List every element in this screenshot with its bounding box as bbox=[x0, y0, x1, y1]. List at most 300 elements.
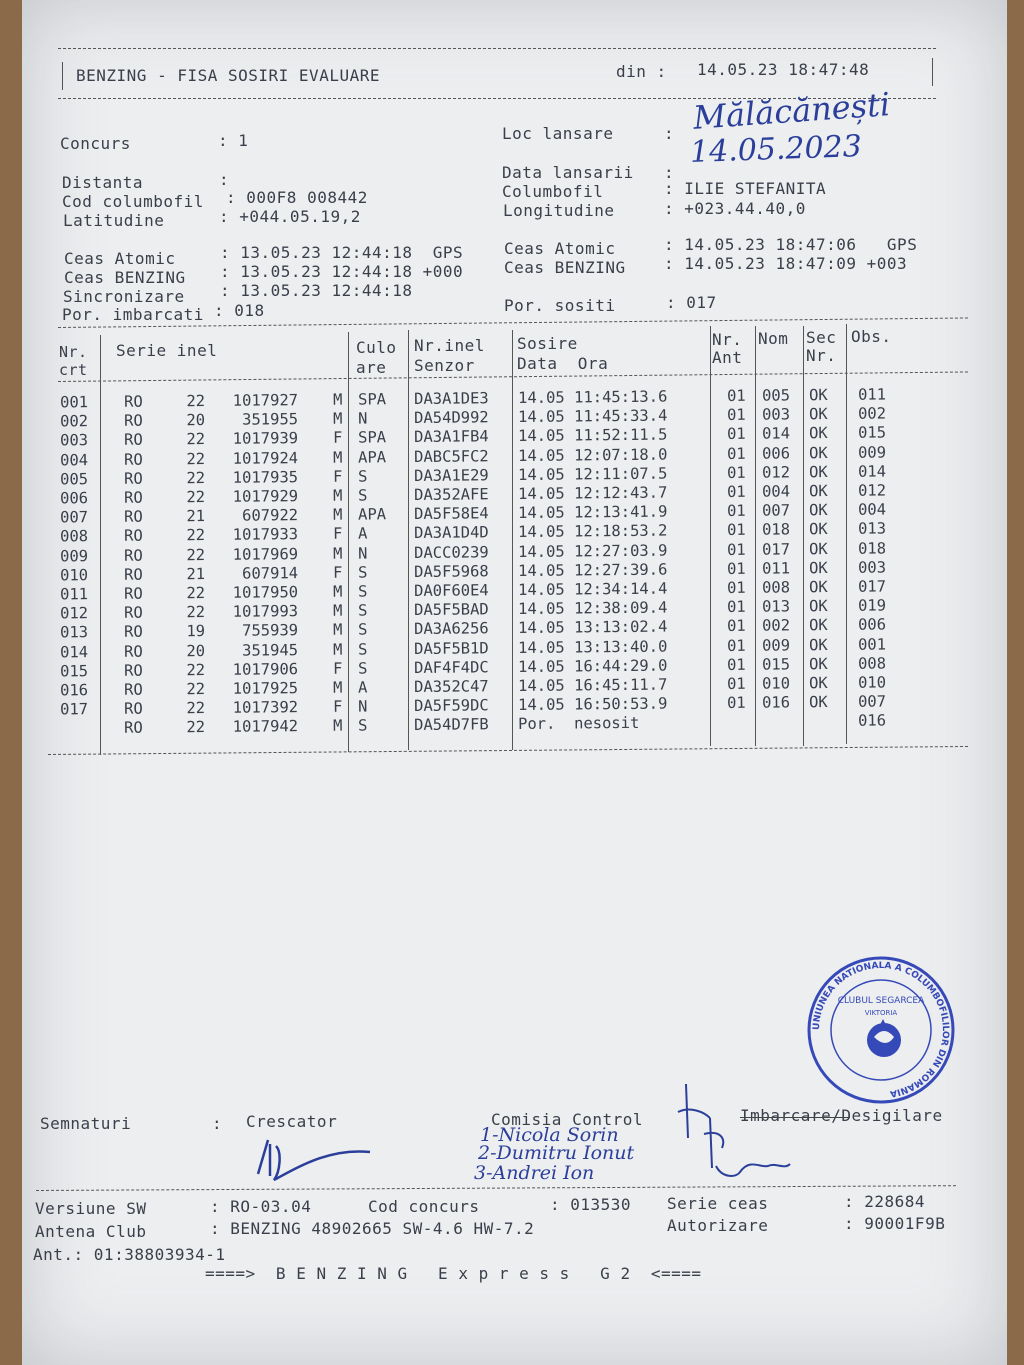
row-year: 22 bbox=[186, 430, 206, 449]
row-time: 12:34:14.4 bbox=[573, 579, 668, 599]
row-year: 21 bbox=[186, 564, 206, 584]
row-ring: 351945 bbox=[241, 640, 299, 660]
row-color: S bbox=[357, 582, 368, 601]
row-obs: 019 bbox=[857, 596, 887, 615]
row-antenna: 01 bbox=[726, 617, 746, 636]
row-sex: M bbox=[332, 544, 343, 563]
row-sensor: DA3A1DE3 bbox=[413, 389, 489, 409]
ant-id: Ant.: 01:38803934-1 bbox=[33, 1245, 226, 1264]
row-time: 16:50:53.9 bbox=[573, 694, 668, 714]
ceas-benzing-left-value: : 13.05.23 12:44:18 +000 bbox=[220, 262, 464, 281]
row-sensor: DA54D992 bbox=[413, 408, 489, 428]
row-date: 14.05 bbox=[517, 503, 565, 523]
stamp-club-text: CLUBUL SEGARCEA bbox=[837, 996, 925, 1006]
row-ring: 607914 bbox=[241, 563, 299, 583]
row-color: S bbox=[357, 486, 368, 505]
row-sensor: DA352C47 bbox=[413, 677, 489, 697]
row-year: 20 bbox=[186, 641, 206, 660]
versiune-label: Versiune SW bbox=[35, 1199, 147, 1218]
row-obs: 017 bbox=[857, 577, 887, 596]
row-color: S bbox=[357, 640, 368, 659]
commission-member-1: 1-Nicola Sorin bbox=[480, 1124, 619, 1146]
row-country: RO bbox=[123, 392, 143, 411]
row-sec: OK bbox=[808, 635, 828, 654]
data-lansarii-label: Data lansarii bbox=[502, 163, 634, 182]
handwritten-location: Mălăcănești bbox=[691, 85, 892, 137]
row-time: 16:44:29.0 bbox=[573, 656, 668, 676]
cod-columbofil-value: : 000F8 008442 bbox=[226, 188, 368, 207]
crescator-label: Crescator bbox=[246, 1112, 338, 1131]
cod-concurs-value: : 013530 bbox=[550, 1195, 632, 1214]
row-sec: OK bbox=[808, 558, 828, 578]
row-date: 14.05 bbox=[517, 542, 565, 561]
longitudine-label: Longitudine bbox=[503, 201, 615, 220]
row-antenna: 01 bbox=[726, 406, 746, 425]
row-time: 12:11:07.5 bbox=[573, 464, 668, 484]
row-ring: 755939 bbox=[241, 621, 299, 641]
row-obs: 016 bbox=[857, 711, 887, 731]
header-top-rule bbox=[58, 48, 936, 49]
th-nr-inel-senzor: Nr.inel Senzor bbox=[414, 336, 485, 375]
row-crt: 015 bbox=[59, 661, 89, 681]
th-sosire: Sosire Data Ora bbox=[517, 334, 609, 373]
row-sex: M bbox=[332, 621, 343, 640]
row-ring: 1017993 bbox=[232, 602, 299, 621]
row-crt: 005 bbox=[59, 469, 89, 489]
row-antenna: 01 bbox=[726, 540, 746, 559]
antena-label: Antena Club bbox=[35, 1222, 147, 1241]
row-country: RO bbox=[123, 546, 143, 565]
row-sec: OK bbox=[808, 654, 828, 674]
th-sec-nr: Sec Nr. bbox=[806, 328, 837, 365]
row-sex: M bbox=[332, 678, 343, 697]
row-time: 13:13:40.0 bbox=[573, 637, 668, 657]
row-date: 14.05 bbox=[517, 484, 565, 504]
th-obs: Obs. bbox=[851, 327, 892, 346]
row-date: 14.05 bbox=[517, 676, 565, 696]
row-color: N bbox=[357, 697, 368, 716]
row-sex: F bbox=[332, 525, 343, 544]
row-crt: 008 bbox=[59, 527, 89, 546]
row-time: 12:12:43.7 bbox=[573, 483, 668, 503]
row-time: 11:52:11.5 bbox=[573, 425, 668, 445]
row-year: 22 bbox=[186, 699, 206, 718]
row-sec: OK bbox=[808, 520, 828, 539]
row-color: S bbox=[357, 716, 368, 735]
row-sec: OK bbox=[808, 482, 828, 501]
concurs-value: : 1 bbox=[218, 131, 249, 150]
row-crt: 009 bbox=[59, 546, 89, 566]
row-country: RO bbox=[123, 411, 143, 430]
row-year: 19 bbox=[186, 622, 206, 641]
columbofil-label: Columbofil bbox=[502, 182, 604, 201]
row-time: 12:27:03.9 bbox=[573, 541, 668, 561]
commission-signatures bbox=[660, 1078, 800, 1188]
row-ring: 1017392 bbox=[232, 698, 299, 717]
imbarcati-value: : 018 bbox=[214, 301, 265, 320]
row-date: 14.05 bbox=[517, 446, 565, 465]
row-sensor: DA3A1E29 bbox=[413, 466, 489, 485]
row-ring: 1017933 bbox=[232, 525, 299, 545]
row-antenna: 01 bbox=[726, 674, 746, 694]
row-date: 14.05 bbox=[517, 465, 565, 484]
row-crt: 002 bbox=[59, 412, 89, 431]
row-obs: 007 bbox=[857, 692, 887, 711]
row-sex: M bbox=[332, 717, 343, 736]
row-antenna: 01 bbox=[726, 386, 746, 406]
ceas-benzing-right-label: Ceas BENZING bbox=[504, 258, 626, 277]
row-obs: 012 bbox=[857, 481, 887, 500]
row-date: 14.05 bbox=[517, 561, 565, 580]
row-antenna: 01 bbox=[726, 598, 746, 617]
row-nom: 017 bbox=[761, 540, 791, 559]
row-sensor: DA3A1FB4 bbox=[413, 427, 489, 447]
row-time: 13:13:02.4 bbox=[573, 617, 668, 637]
row-sensor: DA54D7FB bbox=[413, 715, 489, 735]
serie-ceas-label: Serie ceas bbox=[667, 1194, 769, 1213]
semnaturi-colon: : bbox=[212, 1114, 223, 1133]
commission-member-3: 3-Andrei Ion bbox=[474, 1162, 595, 1184]
cod-concurs-label: Cod concurs bbox=[368, 1197, 480, 1216]
row-sensor: DA5F5BAD bbox=[413, 600, 489, 620]
row-sec: OK bbox=[808, 386, 828, 405]
antena-value: : BENZING 48902665 SW-4.6 HW-7.2 bbox=[210, 1219, 535, 1238]
row-year: 20 bbox=[186, 411, 206, 430]
row-date: Por. bbox=[517, 715, 556, 734]
ceas-atomic-right-label: Ceas Atomic bbox=[504, 239, 616, 258]
row-ring: 1017950 bbox=[232, 583, 299, 602]
row-ring: 1017969 bbox=[232, 544, 299, 564]
autorizare-label: Autorizare bbox=[667, 1216, 769, 1235]
row-date: 14.05 bbox=[517, 426, 565, 446]
row-sensor: DA3A1D4D bbox=[413, 523, 489, 543]
th-nr-crt: Nr. crt bbox=[59, 343, 88, 379]
row-crt: 014 bbox=[59, 642, 89, 662]
row-color: APA bbox=[357, 505, 387, 524]
row-country: RO bbox=[123, 680, 143, 699]
semnaturi-label: Semnaturi bbox=[40, 1114, 132, 1133]
row-antenna: 01 bbox=[726, 482, 746, 502]
crescator-signature bbox=[240, 1126, 390, 1186]
row-year: 22 bbox=[186, 392, 206, 411]
por-sositi-value: : 017 bbox=[666, 293, 717, 312]
din-value: 14.05.23 18:47:48 bbox=[697, 60, 870, 79]
row-sex: F bbox=[332, 563, 343, 582]
row-color: N bbox=[357, 409, 368, 428]
distanta-value: : bbox=[219, 170, 230, 189]
row-antenna: 01 bbox=[726, 578, 746, 598]
row-country: RO bbox=[123, 507, 143, 526]
row-ring: 1017942 bbox=[232, 717, 299, 737]
row-antenna: 01 bbox=[726, 463, 746, 482]
row-sensor: DABC5FC2 bbox=[413, 446, 489, 466]
imbarcare-label: Imbarcare/Desigilare bbox=[740, 1106, 943, 1125]
versiune-value: : RO-03.04 bbox=[210, 1197, 312, 1216]
stamp-inner-text: VIKTORIA bbox=[864, 1009, 898, 1017]
row-nom: 011 bbox=[761, 559, 791, 578]
row-sensor: DA5F5968 bbox=[413, 562, 489, 581]
row-obs: 004 bbox=[857, 500, 887, 519]
row-year: 22 bbox=[186, 488, 206, 507]
row-nom: 004 bbox=[761, 482, 791, 501]
row-crt: 010 bbox=[59, 565, 89, 585]
row-obs: 001 bbox=[857, 635, 887, 654]
row-nom: 012 bbox=[761, 463, 791, 482]
row-sensor: DA5F5B1D bbox=[413, 638, 489, 658]
row-year: 22 bbox=[186, 449, 206, 468]
row-obs: 006 bbox=[857, 615, 887, 635]
longitudine-value: : +023.44.40,0 bbox=[664, 199, 806, 218]
ceas-atomic-left-value: : 13.05.23 12:44:18 GPS bbox=[220, 243, 464, 262]
sincronizare-label: Sincronizare bbox=[63, 287, 185, 306]
row-obs: 008 bbox=[857, 654, 887, 673]
row-time: 11:45:33.4 bbox=[573, 406, 668, 426]
row-ring: 1017906 bbox=[232, 659, 299, 679]
concurs-label: Concurs bbox=[60, 134, 131, 153]
row-sex: M bbox=[332, 448, 343, 467]
row-time: 12:38:09.4 bbox=[573, 598, 668, 618]
row-color: SPA bbox=[357, 390, 387, 409]
row-sec: OK bbox=[808, 616, 828, 635]
ceas-benzing-right-value: : 14.05.23 18:47:09 +003 bbox=[664, 254, 908, 273]
row-crt: 003 bbox=[59, 431, 89, 450]
row-sex: F bbox=[332, 659, 343, 678]
row-year: 22 bbox=[186, 526, 206, 545]
row-crt: 001 bbox=[59, 393, 89, 412]
row-date: 14.05 bbox=[517, 618, 565, 638]
row-color: S bbox=[357, 620, 368, 639]
row-sex: M bbox=[332, 640, 343, 659]
row-ring: 351955 bbox=[241, 410, 299, 429]
row-time: 12:18:53.2 bbox=[573, 521, 668, 541]
row-ring: 1017925 bbox=[232, 679, 299, 698]
row-date: 14.05 bbox=[517, 657, 565, 676]
row-sec: OK bbox=[808, 693, 828, 712]
row-antenna: 01 bbox=[726, 559, 746, 578]
row-nom: 002 bbox=[761, 616, 791, 636]
row-ring: 1017924 bbox=[232, 448, 299, 468]
row-crt: 012 bbox=[59, 604, 89, 623]
row-date: 14.05 bbox=[517, 407, 565, 427]
row-antenna: 01 bbox=[726, 521, 746, 540]
row-time: 11:45:13.6 bbox=[573, 387, 668, 407]
row-year: 22 bbox=[186, 718, 206, 737]
club-stamp bbox=[806, 955, 956, 1105]
row-obs: 013 bbox=[857, 519, 887, 539]
row-antenna: 01 bbox=[726, 636, 746, 655]
columbofil-value: : ILIE STEFANITA bbox=[664, 179, 827, 198]
row-sensor: DA5F58E4 bbox=[413, 504, 489, 524]
row-ring: 1017929 bbox=[232, 487, 299, 506]
ceas-atomic-right-value: : 14.05.23 18:47:06 GPS bbox=[664, 235, 918, 254]
row-time: 12:13:41.9 bbox=[573, 502, 668, 522]
row-sec: OK bbox=[808, 501, 828, 520]
row-sec: OK bbox=[808, 674, 828, 693]
header-right-border bbox=[932, 58, 933, 86]
row-obs: 014 bbox=[857, 462, 887, 481]
row-sec: OK bbox=[808, 578, 828, 597]
row-country: RO bbox=[123, 603, 143, 622]
handwritten-date: 14.05.2023 bbox=[689, 129, 863, 170]
row-nom: 005 bbox=[761, 386, 791, 405]
row-crt: 013 bbox=[59, 623, 89, 642]
row-nom: 014 bbox=[761, 424, 791, 444]
row-crt: 016 bbox=[59, 681, 89, 700]
row-ring: 607922 bbox=[241, 506, 299, 525]
row-sensor: DA3A6256 bbox=[413, 619, 489, 639]
row-sensor: DACC0239 bbox=[413, 542, 489, 562]
th-nr-ant: Nr. Ant bbox=[712, 330, 743, 367]
row-color: S bbox=[357, 467, 368, 486]
row-date: 14.05 bbox=[517, 638, 565, 657]
row-color: A bbox=[357, 524, 368, 543]
row-time: 12:07:18.0 bbox=[573, 445, 668, 465]
row-antenna: 01 bbox=[726, 444, 746, 463]
row-nom: 008 bbox=[761, 578, 791, 597]
row-sensor: DA0F60E4 bbox=[413, 581, 489, 601]
row-time: 12:27:39.6 bbox=[573, 560, 668, 580]
row-sex: F bbox=[332, 467, 343, 486]
row-sec: OK bbox=[808, 597, 828, 616]
cod-columbofil-label: Cod columbofil bbox=[62, 192, 204, 211]
din-label: din : bbox=[616, 62, 667, 81]
row-ring: 1017927 bbox=[232, 391, 299, 410]
row-date: 14.05 bbox=[517, 599, 565, 619]
loc-lansare-label: Loc lansare bbox=[502, 124, 614, 143]
row-country: RO bbox=[123, 431, 143, 450]
ceas-benzing-left-label: Ceas BENZING bbox=[64, 268, 186, 287]
row-sec: OK bbox=[808, 462, 828, 482]
row-date: 14.05 bbox=[517, 695, 565, 715]
sincronizare-value: : 13.05.23 12:44:18 bbox=[220, 281, 413, 300]
th-culoare: Culo are bbox=[356, 338, 397, 377]
row-nom: 003 bbox=[761, 405, 791, 424]
row-sec: OK bbox=[808, 424, 828, 443]
row-nom: 016 bbox=[761, 693, 791, 712]
row-country: RO bbox=[123, 661, 143, 680]
ceas-atomic-left-label: Ceas Atomic bbox=[64, 249, 176, 268]
row-year: 22 bbox=[186, 603, 206, 622]
row-country: RO bbox=[123, 565, 143, 584]
row-sec: OK bbox=[808, 443, 828, 462]
row-obs: 002 bbox=[857, 404, 887, 423]
commission-member-2: 2-Dumitru Ionut bbox=[478, 1142, 635, 1164]
row-sex: M bbox=[332, 582, 343, 601]
row-year: 22 bbox=[186, 680, 206, 699]
latitudine-value: : +044.05.19,2 bbox=[219, 207, 361, 226]
row-antenna: 01 bbox=[726, 425, 746, 444]
row-antenna: 01 bbox=[726, 694, 746, 713]
row-nom: 010 bbox=[761, 674, 791, 693]
por-sositi-label: Por. sositi bbox=[504, 296, 616, 315]
loc-lansare-value: : bbox=[664, 124, 675, 143]
row-country: RO bbox=[123, 719, 143, 738]
row-nom: 013 bbox=[761, 597, 791, 616]
page-title: BENZING - FISA SOSIRI EVALUARE bbox=[76, 66, 380, 85]
row-crt: 011 bbox=[59, 585, 89, 604]
row-nom: 018 bbox=[761, 520, 791, 540]
data-lansarii-value: : bbox=[664, 163, 675, 182]
autorizare-value: : 90001F9B bbox=[844, 1214, 946, 1233]
row-crt: 007 bbox=[59, 508, 89, 527]
row-sex: M bbox=[332, 390, 343, 409]
row-country: RO bbox=[123, 469, 143, 488]
row-sensor: DA5F59DC bbox=[413, 696, 489, 716]
row-date: 14.05 bbox=[517, 388, 565, 408]
row-country: RO bbox=[123, 623, 143, 642]
row-obs: 018 bbox=[857, 539, 887, 558]
row-sensor: DA352AFE bbox=[413, 485, 489, 505]
row-ring: 1017935 bbox=[232, 467, 299, 487]
row-sensor: DAF4F4DC bbox=[413, 658, 489, 677]
row-time: nesosit bbox=[573, 714, 640, 733]
row-sex: M bbox=[332, 601, 343, 620]
row-color: S bbox=[357, 601, 368, 620]
row-date: 14.05 bbox=[517, 580, 565, 600]
row-crt: 017 bbox=[59, 700, 89, 719]
row-year: 22 bbox=[186, 584, 206, 603]
row-country: RO bbox=[123, 584, 143, 603]
row-nom: 015 bbox=[761, 655, 791, 674]
row-ring: 1017939 bbox=[232, 429, 299, 449]
row-crt: 004 bbox=[59, 450, 89, 470]
row-year: 21 bbox=[186, 507, 206, 526]
row-country: RO bbox=[123, 642, 143, 661]
row-country: RO bbox=[123, 527, 143, 546]
row-sec: OK bbox=[808, 405, 828, 424]
row-obs: 011 bbox=[857, 385, 887, 404]
benzing-express-brand: ====> B E N Z I N G E x p r e s s G 2 <==== bbox=[205, 1264, 702, 1283]
distanta-label: Distanta bbox=[62, 173, 144, 192]
row-antenna: 01 bbox=[726, 655, 746, 674]
row-nom: 007 bbox=[761, 501, 791, 520]
row-nom: 009 bbox=[761, 636, 791, 655]
row-color: APA bbox=[357, 447, 387, 467]
row-obs: 009 bbox=[857, 443, 887, 462]
th-nom: Nom bbox=[758, 329, 789, 348]
row-year: 22 bbox=[186, 545, 206, 564]
row-year: 22 bbox=[186, 468, 206, 488]
row-sex: M bbox=[332, 409, 343, 428]
row-year: 22 bbox=[186, 660, 206, 680]
row-country: RO bbox=[123, 488, 143, 507]
row-color: S bbox=[357, 659, 368, 678]
imbarcati-label: Por. imbarcati bbox=[62, 305, 204, 324]
row-country: RO bbox=[123, 450, 143, 469]
row-time: 16:45:11.7 bbox=[573, 675, 668, 695]
row-sec: OK bbox=[808, 539, 828, 558]
row-sex: M bbox=[332, 486, 343, 505]
row-crt: 006 bbox=[59, 489, 89, 508]
comisia-label: Comisia Control bbox=[491, 1110, 643, 1129]
latitudine-label: Latitudine bbox=[63, 211, 165, 230]
row-sex: F bbox=[332, 697, 343, 716]
row-obs: 003 bbox=[857, 558, 887, 577]
row-country: RO bbox=[123, 699, 143, 718]
row-nom: 006 bbox=[761, 444, 791, 463]
stamp-outer-text: UNIUNEA NATIONALA A COLUMBOFILILOR DIN ROMANIA bbox=[811, 960, 951, 1099]
header-left-border bbox=[62, 62, 63, 90]
row-obs: 015 bbox=[857, 423, 887, 443]
row-sex: M bbox=[332, 505, 343, 524]
row-sex: F bbox=[332, 429, 343, 448]
row-color: S bbox=[357, 563, 368, 582]
row-color: A bbox=[357, 678, 368, 697]
row-color: SPA bbox=[357, 428, 387, 447]
th-serie-inel: Serie inel bbox=[116, 341, 218, 360]
serie-ceas-value: : 228684 bbox=[844, 1192, 926, 1211]
row-antenna: 01 bbox=[726, 502, 746, 521]
